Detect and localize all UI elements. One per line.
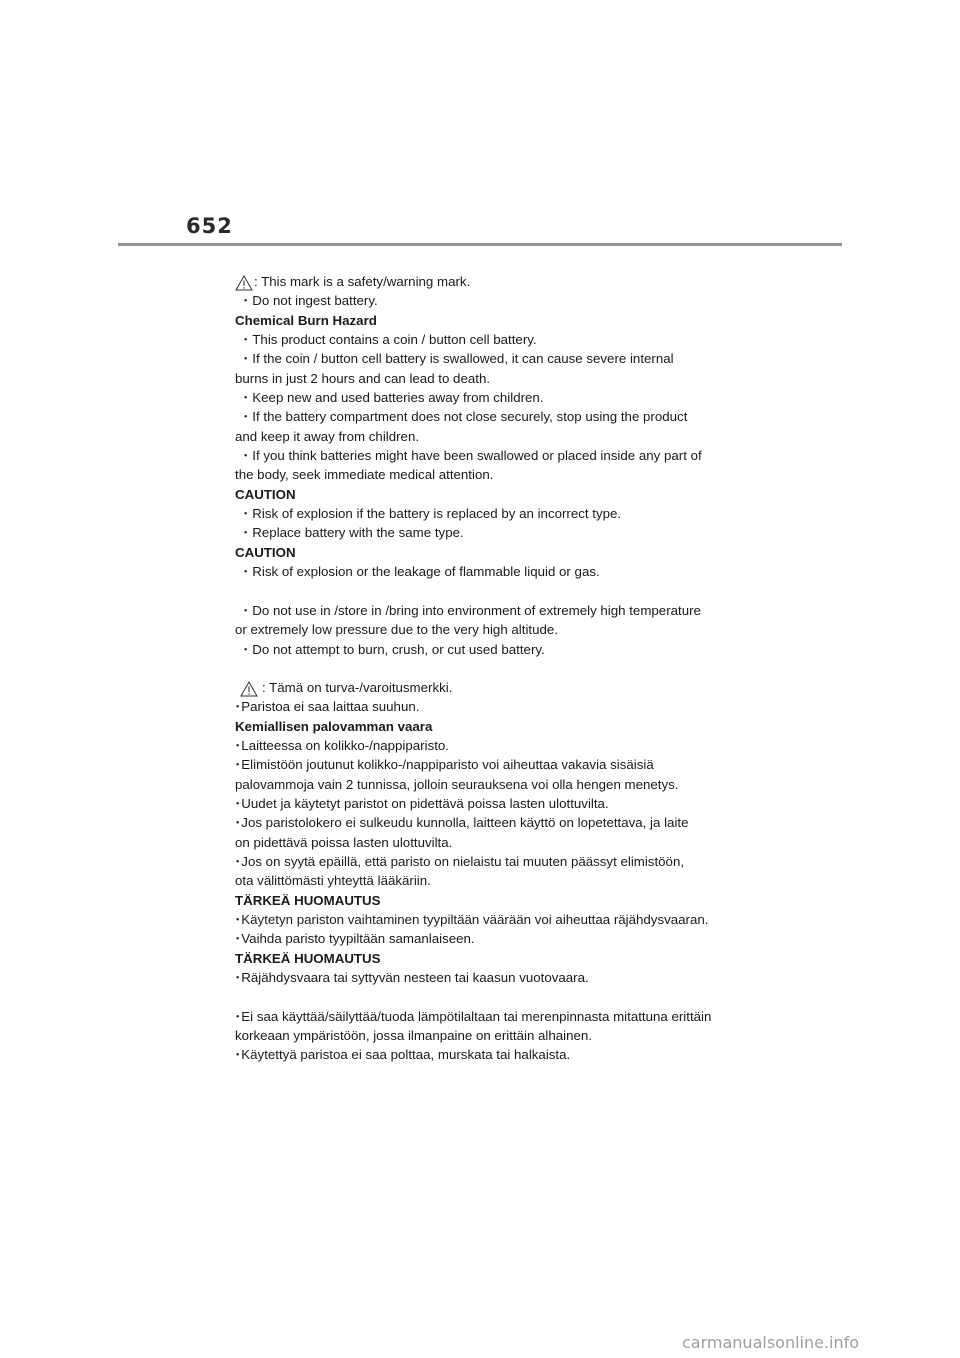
bullet-text: ・ Ei saa käyttää/säilyttää/tuoda lämpötilaltaan tai merenpinnasta mitattuna erittäin (235, 1007, 745, 1026)
caution-heading: TÄRKEÄ HUOMAUTUS (235, 950, 381, 966)
bullet-text: ・ Uudet ja käytetyt paristot on pidettävä poissa lasten ulottuvilta. (235, 794, 745, 813)
warning-mark-text: : This mark is a safety/warning mark. (254, 274, 471, 289)
warning-mark-line-en (235, 272, 745, 291)
continuation-text: palovammoja vain 2 tunnissa, jolloin seurauksena voi olla hengen menetys. (235, 776, 679, 792)
bullet-text: ・ Käytettyä paristoa ei saa polttaa, murskata tai halkaista. (235, 1045, 745, 1064)
continuation-text: ota välittömästi yhteyttä lääkäriin. (235, 873, 431, 889)
continuation-text: and keep it away from children. (235, 428, 420, 444)
continuation-text: or extremely low pressure due to the very high altitude. (235, 622, 558, 638)
bullet-text: ・ Paristoa ei saa laittaa suuhun. (235, 697, 745, 716)
bullet-text: ・ Do not attempt to burn, crush, or cut used battery. (235, 640, 745, 659)
spacer (235, 582, 745, 601)
bullet-text: ・ Käytetyn pariston vaihtaminen tyypiltään väärään voi aiheuttaa räjähdysvaaran. (235, 910, 745, 929)
section-heading: Chemical Burn Hazard (235, 312, 377, 328)
bullet-text: ・ Do not ingest battery. (235, 291, 745, 310)
bullet-text: ・ Jos on syytä epäillä, että paristo on nielaistu tai muuten päässyt elimistöön, (235, 852, 745, 871)
bullet-text: ・ If you think batteries might have been swallowed or placed inside any part of (235, 446, 745, 465)
bullet-text: ・ Risk of explosion or the leakage of flammable liquid or gas. (235, 562, 745, 581)
continuation-text: on pidettävä poissa lasten ulottuvilta. (235, 834, 453, 850)
caution-heading: CAUTION (235, 544, 296, 560)
bullet-text: ・ Vaihda paristo tyypiltään samanlaiseen. (235, 929, 745, 948)
spacer (235, 987, 745, 1006)
continuation-text: korkeaan ympäristöön, jossa ilmanpaine on erittäin alhainen. (235, 1028, 593, 1044)
watermark-text: carmanualsonline.info (682, 1333, 860, 1352)
bullet-text: ・ Räjähdysvaara tai syttyvän nesteen tai kaasun vuotovaara. (235, 968, 745, 987)
bullet-text: ・ Risk of explosion if the battery is replaced by an incorrect type. (235, 504, 745, 523)
bullet-text: ・ Keep new and used batteries away from children. (235, 388, 745, 407)
bullet-text: ・ Laitteessa on kolikko-/nappiparisto. (235, 736, 745, 755)
caution-heading: CAUTION (235, 486, 296, 502)
caution-heading: TÄRKEÄ HUOMAUTUS (235, 892, 381, 908)
battery-warning-content (235, 272, 745, 1065)
bullet-text: ・ Jos paristolokero ei sulkeudu kunnolla, laitteen käyttö on lopetettava, ja laite (235, 813, 745, 832)
bullet-text: ・ Do not use in /store in /bring into environment of extremely high temperature (235, 601, 745, 620)
continuation-text: burns in just 2 hours and can lead to death. (235, 370, 491, 386)
warning-triangle-icon (240, 681, 258, 697)
section-spacer (235, 659, 745, 678)
bullet-text: ・ Replace battery with the same type. (235, 523, 745, 542)
bullet-text: ・ Elimistöön joutunut kolikko-/nappiparisto voi aiheuttaa vakavia sisäisiä (235, 755, 745, 774)
bullet-text: ・ If the battery compartment does not close securely, stop using the product (235, 407, 745, 426)
header-divider (118, 243, 842, 246)
section-heading: Kemiallisen palovamman vaara (235, 718, 433, 734)
warning-mark-text: : Tämä on turva-/varoitusmerkki. (262, 679, 453, 695)
continuation-text: the body, seek immediate medical attention. (235, 467, 494, 483)
warning-triangle-icon (235, 275, 253, 291)
bullet-text: ・ If the coin / button cell battery is swallowed, it can cause severe internal (235, 349, 745, 368)
warning-mark-line-fi (235, 678, 745, 697)
page-number: 652 (186, 214, 233, 238)
bullet-text: ・ This product contains a coin / button cell battery. (235, 330, 745, 349)
